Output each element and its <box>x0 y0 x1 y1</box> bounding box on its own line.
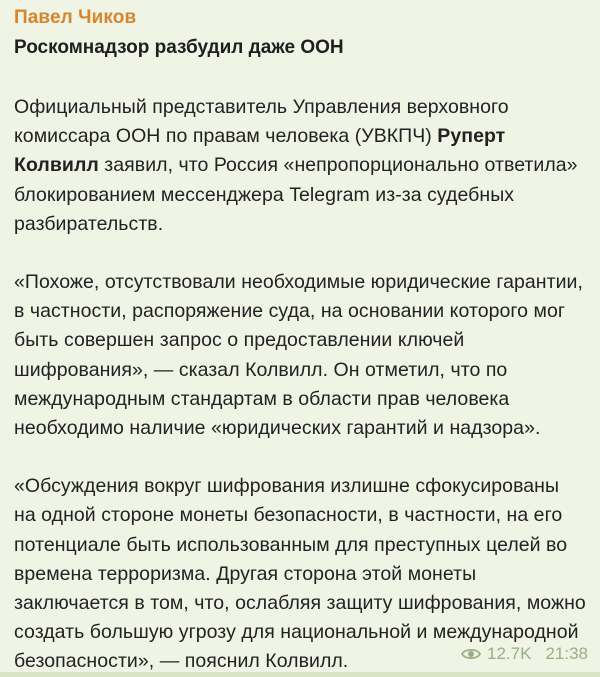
paragraph-1-text-a: Официальный представитель Управления верховного комиссара ООН по правам человека (УВКПЧ) <box>14 96 509 148</box>
view-count: 12.7K <box>487 644 532 663</box>
author-name[interactable]: Павел Чиков <box>14 7 137 28</box>
paragraph-2: «Похоже, отсутствовали необходимые юридические гарантии, в частности, распоряжение суда, на основании которого мог быть совершен запрос о предоставлении ключей шифрования», — сказал Колвилл. Он отметил, что по международным стандартам в области прав человека необходимо наличие «юридических гарантий и надзора». <box>14 271 583 440</box>
message-meta <box>461 644 588 664</box>
paragraph-1-text-b: заявил, что Россия «непропорционально ответила» блокированием мессенджера Telegram из-за судебных разбирательств. <box>14 154 578 235</box>
paragraph-1 <box>14 93 586 239</box>
post-headline: Роскомнадзор разбудил даже ООН <box>14 37 344 58</box>
paragraph-3: «Обсуждения вокруг шифрования излишне сфокусированы на одной стороне монеты безопасности, в частности, на его потенциале быть использованным для преступных целей во времена терроризма. Другая сторона этой монеты заключается в том, что, ослабляя защиту шифрования, можно создать большую угрозу для национальной и международной безопасности», — пояснил Колвилл. <box>14 475 586 673</box>
message-time: 21:38 <box>545 644 588 663</box>
bold-name: Руперт Колвилл <box>14 125 506 177</box>
eye-icon <box>461 647 481 661</box>
